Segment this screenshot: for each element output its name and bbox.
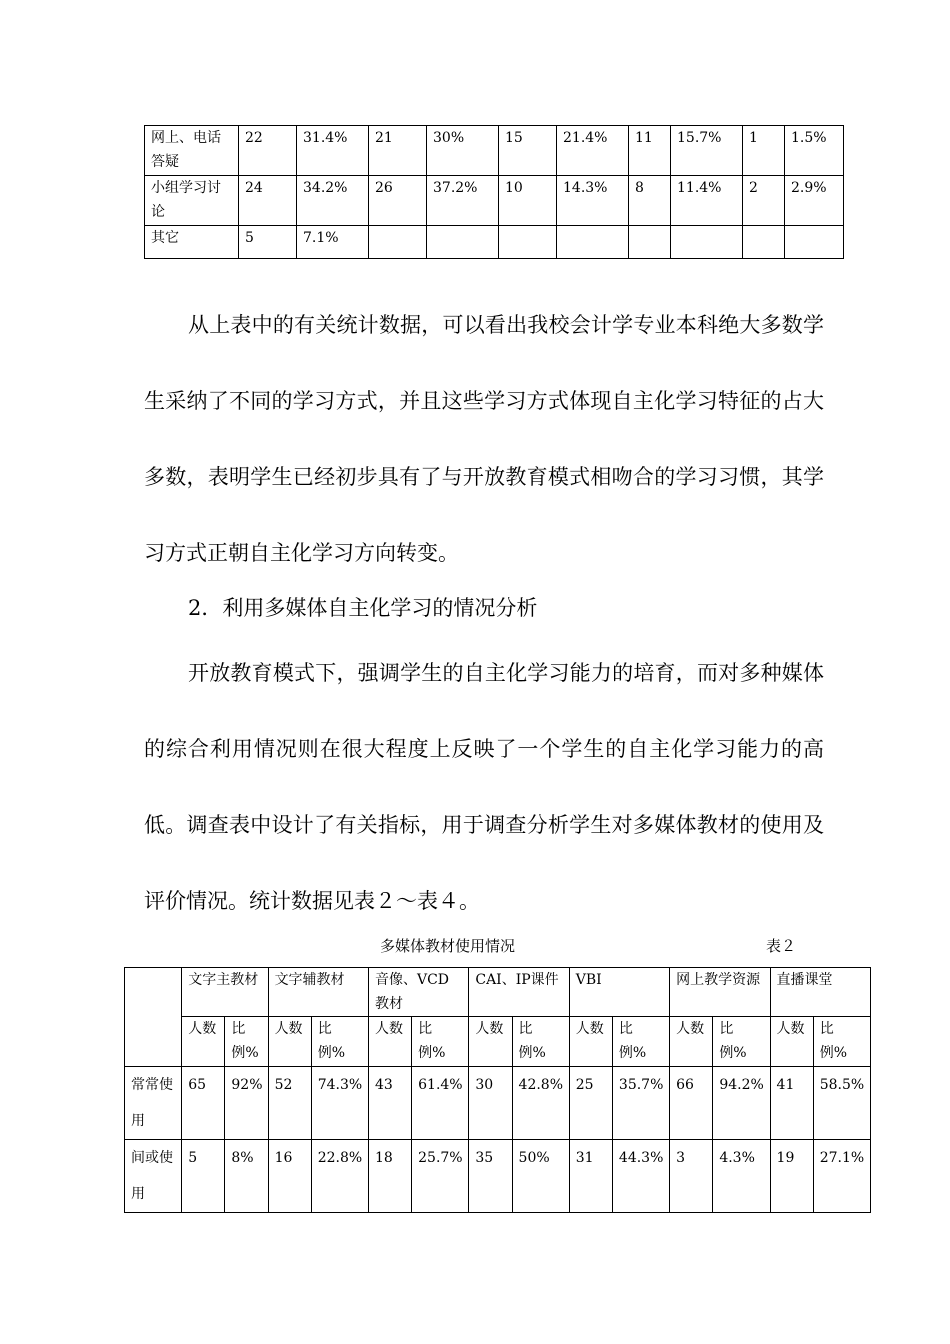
- table-cell: 74.3%: [311, 1067, 368, 1140]
- table-cell: 19: [770, 1140, 813, 1213]
- table-number: 表２: [766, 937, 797, 955]
- table-cell: [557, 226, 629, 259]
- table-cell: [785, 226, 844, 259]
- table-cell: 18: [368, 1140, 411, 1213]
- row-label: 其它: [145, 226, 239, 259]
- table-media-usage: [124, 967, 871, 1213]
- table-cell: [499, 226, 557, 259]
- table-cell: 44.3%: [612, 1140, 669, 1213]
- table-cell: 31.4%: [297, 126, 369, 176]
- table-cell: 15.7%: [671, 126, 743, 176]
- subheader-ratio: 比 例%: [612, 1017, 669, 1067]
- table-cell: 2: [743, 176, 785, 226]
- column-header: CAI、IP课件: [469, 968, 569, 1017]
- table-cell: 1.5%: [785, 126, 844, 176]
- table-cell: 35.7%: [612, 1067, 669, 1140]
- table-cell: 25: [569, 1067, 612, 1140]
- table-cell: 35: [469, 1140, 512, 1213]
- table-learning-methods: [144, 125, 844, 259]
- table-cell: [427, 226, 499, 259]
- subheader-ratio: 比例%: [225, 1017, 268, 1067]
- table-cell: 4.3%: [713, 1140, 770, 1213]
- row-label: 小组学习讨论: [145, 176, 239, 226]
- table-cell: 42.8%: [512, 1067, 569, 1140]
- column-header: 文字主教材: [182, 968, 268, 1017]
- row-label: 常常使用: [125, 1067, 182, 1140]
- table-cell: 30: [469, 1067, 512, 1140]
- table-cell: 43: [368, 1067, 411, 1140]
- table-subheader-row: [125, 1017, 871, 1067]
- row-label: 间或使用: [125, 1140, 182, 1213]
- table-cell: 10: [499, 176, 557, 226]
- table-cell: 11: [629, 126, 671, 176]
- table-cell: 16: [268, 1140, 311, 1213]
- paragraph-multimedia: 开放教育模式下，强调学生的自主化学习能力的培育，而对多种媒体的综合利用情况则在很大程度上反映了一个学生的自主化学习能力的高低。调查表中设计了有关指标，用于调查分析学生对多媒体教材的使用及评价情况。统计数据见表２～表４。: [144, 661, 824, 913]
- table-cell: 1: [743, 126, 785, 176]
- table-cell: 61.4%: [412, 1067, 469, 1140]
- table-cell: 22.8%: [311, 1140, 368, 1213]
- subheader-count: 人数: [182, 1017, 225, 1067]
- table-row: [145, 176, 844, 226]
- column-header: 网上教学资源: [670, 968, 770, 1017]
- subheader-ratio: 比 例%: [713, 1017, 770, 1067]
- table-cell: 22: [239, 126, 297, 176]
- table-cell: 52: [268, 1067, 311, 1140]
- table-cell: 11.4%: [671, 176, 743, 226]
- subheader-ratio: 比 例%: [813, 1017, 870, 1067]
- table-cell: 92%: [225, 1067, 268, 1140]
- table-cell: 30%: [427, 126, 499, 176]
- table-cell: [671, 226, 743, 259]
- subheader-count: 人数: [569, 1017, 612, 1067]
- subheader-ratio: 比 例%: [412, 1017, 469, 1067]
- subheader-count: 人数: [268, 1017, 311, 1067]
- table-caption: 多媒体教材使用情况: [380, 937, 516, 955]
- subheader-ratio: 比 例%: [311, 1017, 368, 1067]
- table-row: [125, 1067, 871, 1140]
- table-cell: 5: [239, 226, 297, 259]
- subheader-count: 人数: [368, 1017, 411, 1067]
- table-cell: [629, 226, 671, 259]
- table-cell: 34.2%: [297, 176, 369, 226]
- subheader-count: 人数: [770, 1017, 813, 1067]
- subheader-count: 人数: [670, 1017, 713, 1067]
- table-cell: 14.3%: [557, 176, 629, 226]
- section-heading: 2．利用多媒体自主化学习的情况分析: [188, 596, 538, 620]
- table-cell: 31: [569, 1140, 612, 1213]
- subheader-ratio: 比 例%: [512, 1017, 569, 1067]
- row-label: 网上、电话答疑: [145, 126, 239, 176]
- subheader-count: 人数: [469, 1017, 512, 1067]
- table-row: [125, 1140, 871, 1213]
- paragraph-analysis: 从上表中的有关统计数据，可以看出我校会计学专业本科绝大多数学生采纳了不同的学习方式，并且这些学习方式体现自主化学习特征的占大多数，表明学生已经初步具有了与开放教育模式相吻合的学习习惯，其学习方式正朝自主化学习方向转变。: [144, 313, 824, 565]
- table-cell: 2.9%: [785, 176, 844, 226]
- table-cell: 94.2%: [713, 1067, 770, 1140]
- table-cell: 21.4%: [557, 126, 629, 176]
- table-cell: 27.1%: [813, 1140, 870, 1213]
- table-row: [145, 226, 844, 259]
- table-cell: 50%: [512, 1140, 569, 1213]
- table-cell: 8%: [225, 1140, 268, 1213]
- column-header: 直播课堂: [770, 968, 870, 1017]
- table-cell: 5: [182, 1140, 225, 1213]
- table-cell: [743, 226, 785, 259]
- table-cell: 3: [670, 1140, 713, 1213]
- table-cell: 25.7%: [412, 1140, 469, 1213]
- table-cell: 24: [239, 176, 297, 226]
- table-cell: 8: [629, 176, 671, 226]
- table-cell: 15: [499, 126, 557, 176]
- column-header: 音像、VCD教材: [368, 968, 468, 1017]
- table-cell: 37.2%: [427, 176, 499, 226]
- table-cell: 26: [369, 176, 427, 226]
- column-header: 文字辅教材: [268, 968, 368, 1017]
- table-cell: 21: [369, 126, 427, 176]
- table-cell: 41: [770, 1067, 813, 1140]
- table-cell: 65: [182, 1067, 225, 1140]
- table-cell: 66: [670, 1067, 713, 1140]
- table-cell: 58.5%: [813, 1067, 870, 1140]
- table-cell: 7.1%: [297, 226, 369, 259]
- table-row: [145, 126, 844, 176]
- table-cell: [369, 226, 427, 259]
- column-header: VBI: [569, 968, 669, 1017]
- corner-cell: [125, 968, 182, 1067]
- table-header-row: [125, 968, 871, 1017]
